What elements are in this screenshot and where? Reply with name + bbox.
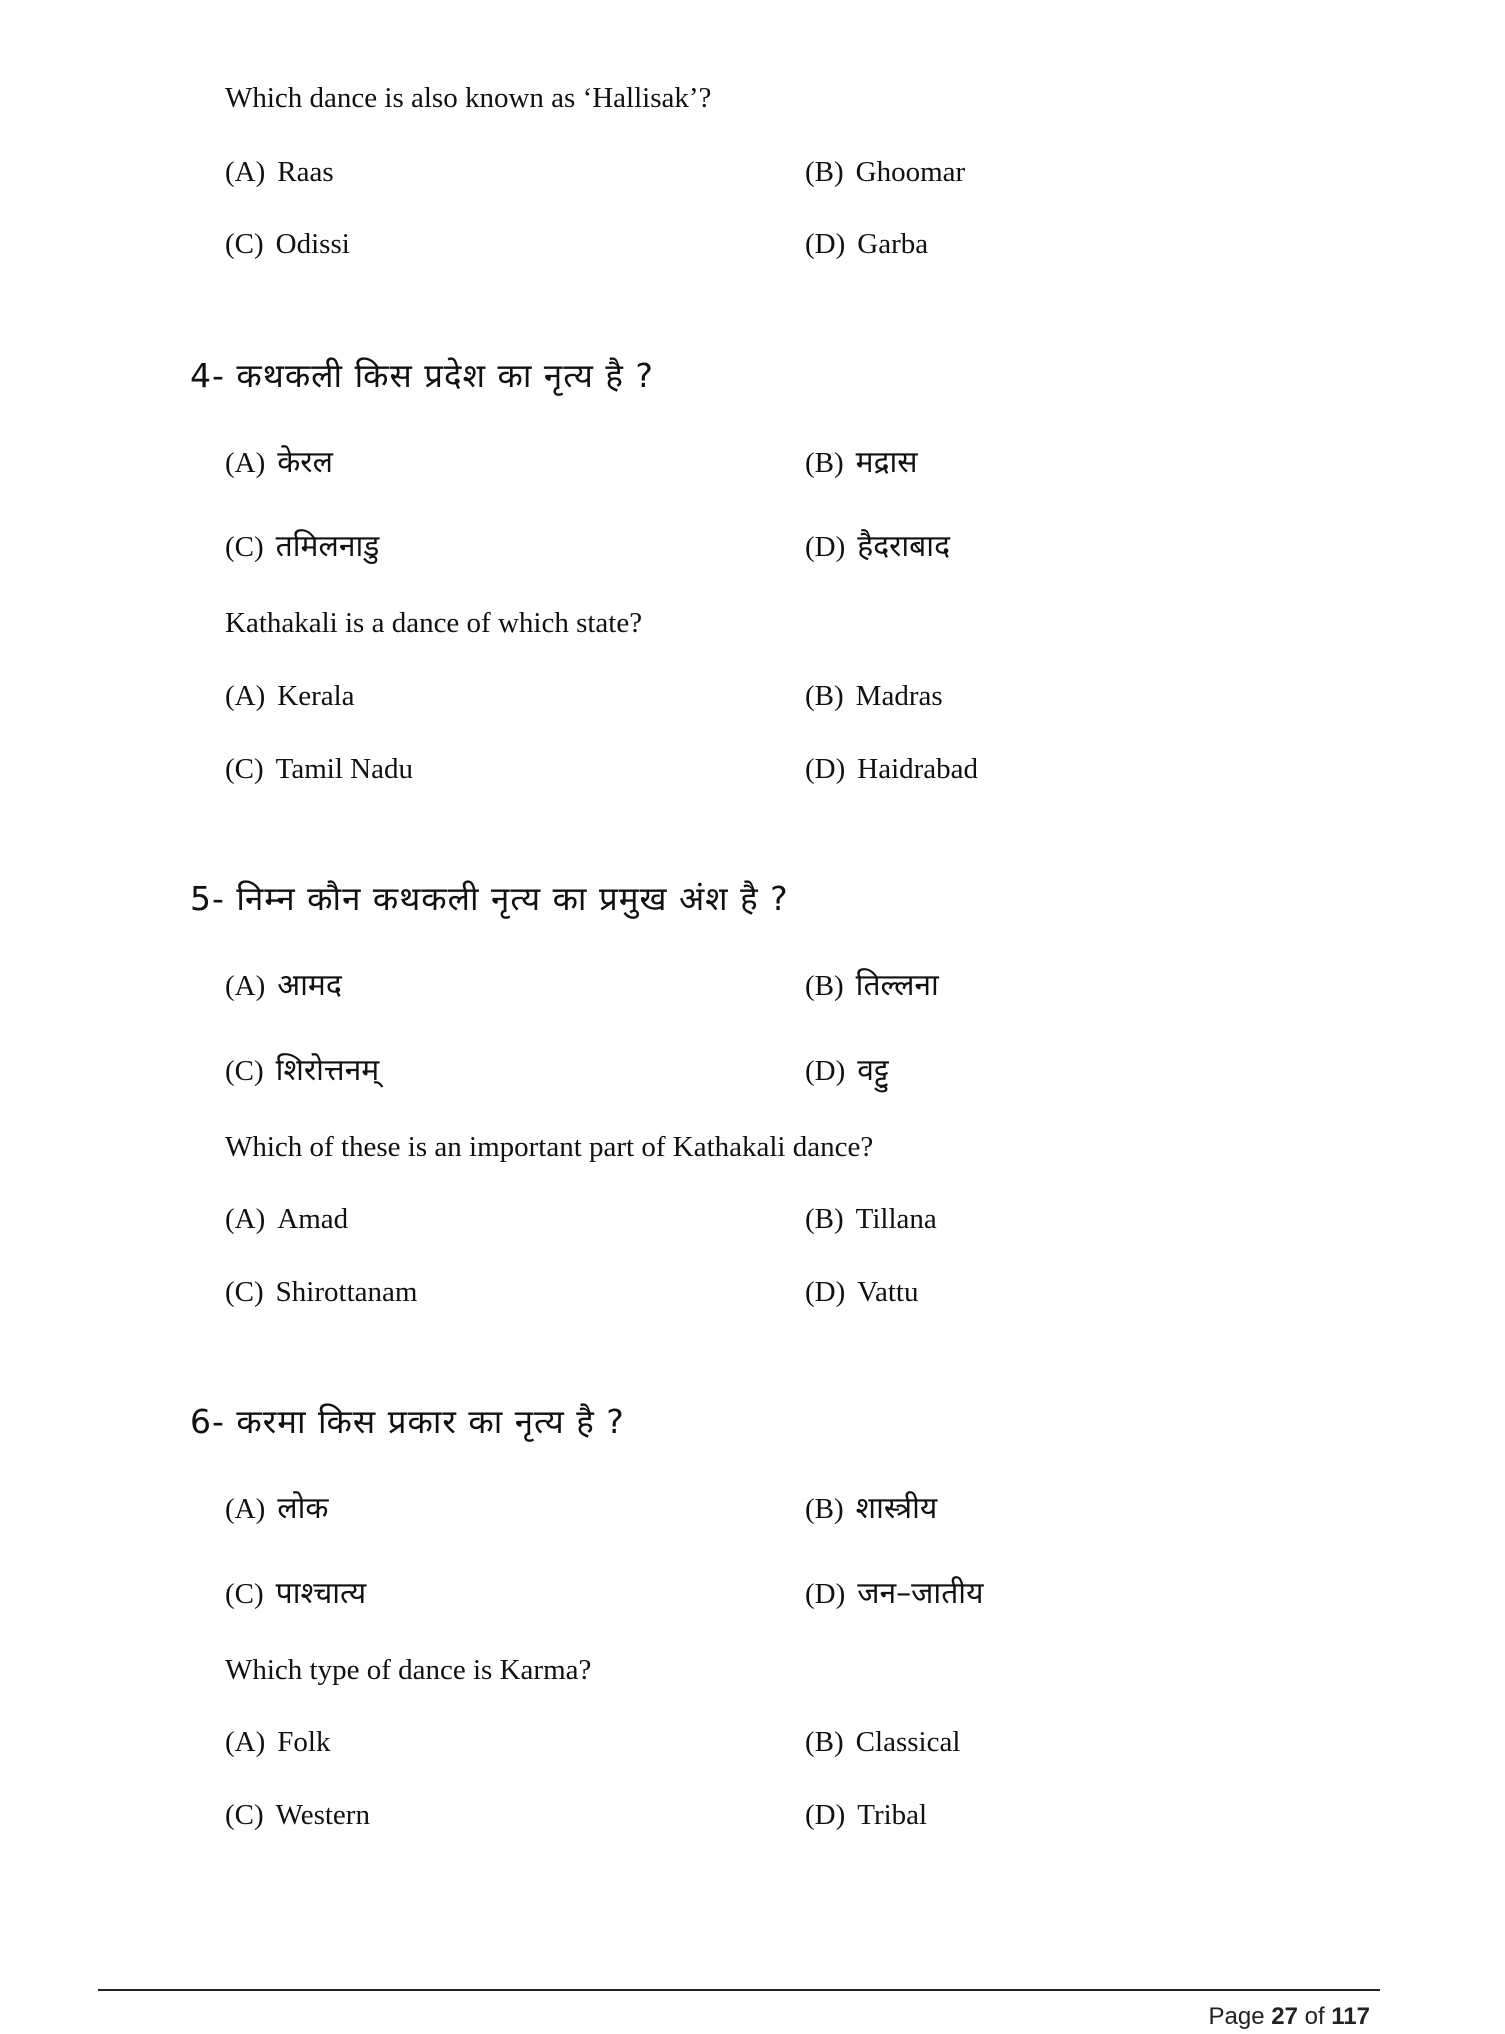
option-letter: (D) [805,1055,846,1087]
q5-option-d [805,1276,918,1309]
option-letter: (C) [225,1799,264,1831]
option-letter: (B) [805,156,844,188]
q5-hindi-option-a [225,963,342,1004]
q5-option-c [225,1276,417,1309]
q4-english-question: Kathakali is a dance of which state? [225,607,643,639]
option-text: हैदराबाद [857,529,950,564]
option-letter: (C) [225,228,264,260]
option-letter: (A) [225,447,266,479]
q6-hindi-option-a [225,1486,328,1527]
option-text: जन–जातीय [857,1576,984,1611]
q4-option-b [805,680,943,713]
option-letter: (C) [225,753,264,785]
option-text: Raas [277,156,334,188]
option-text: आमद [277,968,342,1003]
q6-option-b [805,1726,960,1759]
option-letter: (D) [805,1578,846,1610]
option-text: केरल [277,445,333,480]
option-letter: (A) [225,970,266,1002]
option-text: तिल्लना [855,968,939,1003]
option-letter: (D) [805,228,846,260]
option-text: शिरोत्तनम् [275,1053,380,1088]
option-text: Haidrabad [857,753,979,785]
q6-option-d [805,1799,927,1832]
option-text: Tillana [855,1203,937,1235]
option-text: Classical [855,1726,961,1758]
q3-option-b [805,156,965,189]
q4-hindi-option-c [225,524,379,565]
option-letter: (D) [805,1276,846,1308]
option-text: मद्रास [855,445,918,480]
option-text: Vattu [857,1276,919,1308]
option-letter: (B) [805,680,844,712]
footer-divider [98,1989,1380,1991]
q5-hindi-option-c [225,1048,379,1089]
option-letter: (C) [225,1055,264,1087]
option-letter: (C) [225,1578,264,1610]
q5-hindi-option-b [805,963,939,1004]
q5-option-a [225,1203,348,1236]
q4-hindi-option-d [805,524,950,565]
q5-hindi-option-d [805,1048,889,1089]
option-text: Tamil Nadu [275,753,413,785]
option-text: लोक [277,1491,329,1526]
q6-option-c [225,1799,370,1832]
option-text: Kerala [277,680,355,712]
q4-option-a [225,680,355,713]
q6-hindi-option-c [225,1571,366,1612]
option-text: शास्त्रीय [855,1491,938,1526]
q3-option-d [805,228,928,261]
page-word: Page [1208,2003,1265,2030]
option-text: Madras [855,680,943,712]
option-letter: (B) [805,447,844,479]
option-letter: (A) [225,156,266,188]
option-letter: (A) [225,680,266,712]
option-text: Shirottanam [275,1276,418,1308]
option-text: Tribal [857,1799,928,1831]
q6-hindi-question: 6- करमा किस प्रकार का नृत्य है ? [190,1402,625,1441]
option-letter: (A) [225,1726,266,1758]
current-page-number: 27 [1271,2003,1298,2030]
option-text: तमिलनाडु [275,529,380,564]
option-text: Odissi [275,228,350,260]
option-letter: (D) [805,1799,846,1831]
option-letter: (D) [805,531,846,563]
q4-option-c [225,753,413,786]
q5-english-question: Which of these is an important part of Kathakali dance? [225,1131,874,1163]
option-letter: (B) [805,1726,844,1758]
option-letter: (C) [225,531,264,563]
q3-option-a [225,156,334,189]
option-text: पाश्चात्य [275,1576,367,1611]
option-letter: (C) [225,1276,264,1308]
q6-hindi-option-d [805,1571,983,1612]
option-text: Folk [277,1726,331,1758]
q6-english-question: Which type of dance is Karma? [225,1654,592,1686]
total-pages-number: 117 [1331,2003,1370,2030]
option-text: Ghoomar [855,156,966,188]
q6-option-a [225,1726,330,1759]
option-text: वट्टु [857,1053,889,1088]
q4-hindi-question: 4- कथकली किस प्रदेश का नृत्य है ? [190,356,654,395]
of-word: of [1304,2003,1325,2030]
option-text: Western [275,1799,370,1831]
option-text: Amad [277,1203,349,1235]
option-letter: (D) [805,753,846,785]
option-letter: (B) [805,1203,844,1235]
option-letter: (A) [225,1493,266,1525]
q3-english-question: Which dance is also known as ‘Hallisak’? [225,82,712,114]
q4-option-d [805,753,978,786]
q6-hindi-option-b [805,1486,937,1527]
option-text: Garba [857,228,929,260]
option-letter: (A) [225,1203,266,1235]
page-number [1200,2003,1370,2031]
q4-hindi-option-a [225,440,333,481]
option-letter: (B) [805,970,844,1002]
q4-hindi-option-b [805,440,918,481]
q3-option-c [225,228,350,261]
q5-option-b [805,1203,937,1236]
option-letter: (B) [805,1493,844,1525]
q5-hindi-question: 5- निम्न कौन कथकली नृत्य का प्रमुख अंश है ? [190,879,789,918]
